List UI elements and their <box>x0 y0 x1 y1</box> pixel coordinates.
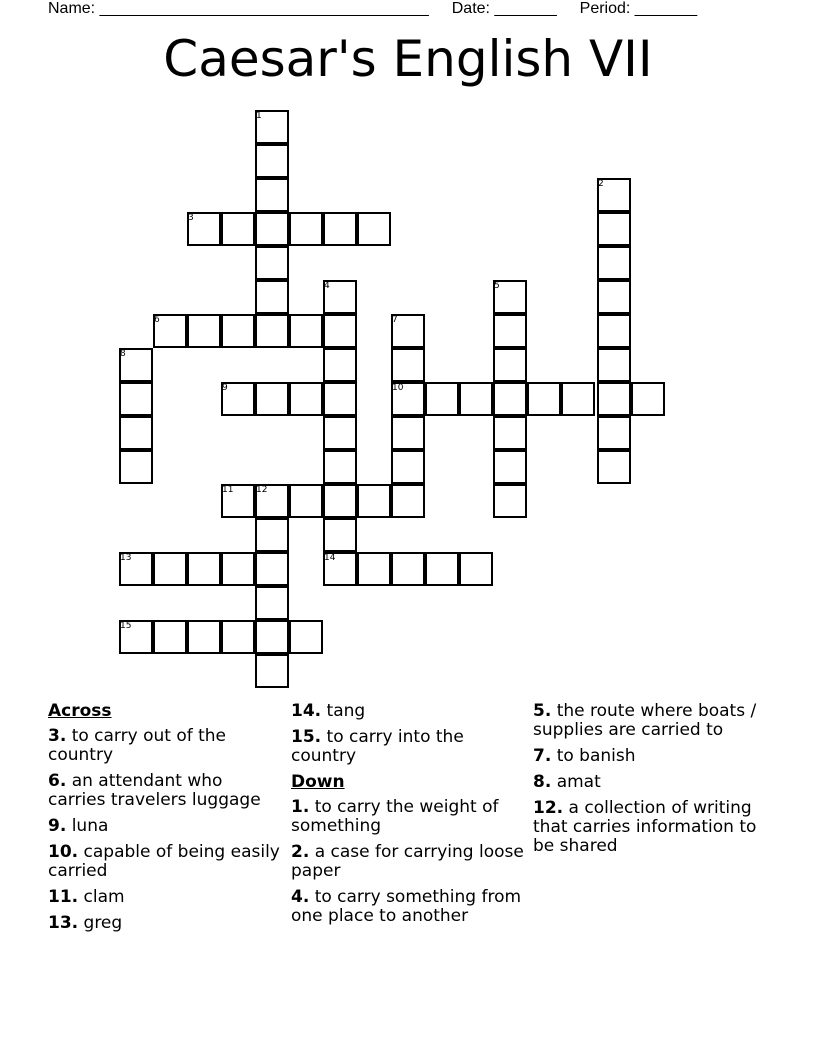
grid-cell[interactable] <box>255 280 289 314</box>
grid-cell[interactable] <box>119 450 153 484</box>
cell-number: 7 <box>392 315 398 325</box>
grid-cell[interactable] <box>391 450 425 484</box>
clue-text: tang <box>321 701 366 721</box>
clue-item <box>533 773 773 792</box>
grid-cell[interactable] <box>187 620 221 654</box>
cell-number: 10 <box>392 383 404 393</box>
grid-cell[interactable] <box>221 212 255 246</box>
grid-cell[interactable] <box>597 450 631 484</box>
clues-column-2 <box>291 702 527 933</box>
grid-cell[interactable] <box>255 314 289 348</box>
name-line[interactable]: _____________________________________ <box>99 0 429 17</box>
name-label: Name: <box>48 0 96 17</box>
grid-cell[interactable] <box>323 348 357 382</box>
clue-text: amat <box>551 772 601 792</box>
grid-cell[interactable] <box>323 212 357 246</box>
clue-item <box>533 702 773 740</box>
cell-number: 1 <box>256 111 262 121</box>
clues-column-3 <box>533 702 773 863</box>
clue-text: clam <box>78 887 125 907</box>
grid-cell[interactable] <box>459 382 493 416</box>
page-title: Caesar's English VII <box>163 30 653 88</box>
grid-cell[interactable] <box>493 348 527 382</box>
grid-cell[interactable] <box>357 212 391 246</box>
clue-item <box>533 747 773 766</box>
grid-cell[interactable] <box>597 348 631 382</box>
clue-text: greg <box>78 913 123 933</box>
clue-text: to carry out of the country <box>48 726 227 765</box>
grid-cell[interactable] <box>391 416 425 450</box>
clue-number: 7. <box>533 746 552 766</box>
clue-item <box>48 888 284 907</box>
grid-cell[interactable] <box>391 484 425 518</box>
clue-text: to carry into the country <box>291 727 464 766</box>
grid-cell[interactable] <box>323 382 357 416</box>
period-line[interactable]: _______ <box>634 0 698 17</box>
grid-cell[interactable] <box>493 484 527 518</box>
clue-number: 4. <box>291 887 310 907</box>
date-line[interactable]: _______ <box>494 0 557 17</box>
cell-number: 13 <box>120 553 132 563</box>
clues-column-1 <box>48 702 284 940</box>
clue-number: 13. <box>48 913 79 933</box>
cell-number: 14 <box>324 553 336 563</box>
cell-number: 4 <box>324 281 330 291</box>
clue-text: a case for carrying loose paper <box>291 842 524 881</box>
grid-cell[interactable] <box>493 416 527 450</box>
clue-item <box>291 843 527 881</box>
cell-number: 8 <box>120 349 126 359</box>
grid-cell[interactable] <box>323 518 357 552</box>
grid-cell[interactable] <box>187 552 221 586</box>
period-label: Period: <box>579 0 631 17</box>
grid-cell[interactable] <box>561 382 595 416</box>
cell-number: 3 <box>188 213 194 223</box>
clue-text: the route where boats / supplies are carried to <box>533 701 757 740</box>
clue-text: to banish <box>551 746 636 766</box>
header-fields <box>48 0 697 18</box>
clue-item <box>291 888 527 926</box>
cell-number: 11 <box>222 485 234 495</box>
grid-cell[interactable] <box>255 552 289 586</box>
grid-cell[interactable] <box>493 382 527 416</box>
clue-number: 12. <box>533 798 564 818</box>
clue-number: 10. <box>48 842 79 862</box>
clue-number: 5. <box>533 701 552 721</box>
grid-cell[interactable] <box>391 552 425 586</box>
grid-cell[interactable] <box>323 484 357 518</box>
cell-number: 12 <box>256 485 268 495</box>
clue-text: to carry something from one place to another <box>291 887 522 926</box>
grid-cell[interactable] <box>597 314 631 348</box>
clue-text: an attendant who carries travelers luggage <box>48 771 261 810</box>
grid-cell[interactable] <box>255 246 289 280</box>
clue-item <box>533 799 773 856</box>
grid-cell[interactable] <box>255 518 289 552</box>
clue-item <box>48 817 284 836</box>
grid-cell[interactable] <box>221 314 255 348</box>
grid-cell[interactable] <box>323 450 357 484</box>
grid-cell[interactable] <box>255 382 289 416</box>
cell-number: 5 <box>494 281 500 291</box>
clue-text: luna <box>66 816 109 836</box>
clue-number: 3. <box>48 726 67 746</box>
grid-cell[interactable] <box>119 416 153 450</box>
grid-cell[interactable] <box>391 348 425 382</box>
grid-cell[interactable] <box>221 552 255 586</box>
grid-cell[interactable] <box>425 382 459 416</box>
clue-item <box>291 728 527 766</box>
grid-cell[interactable] <box>323 314 357 348</box>
clue-item <box>48 914 284 933</box>
grid-cell[interactable] <box>597 280 631 314</box>
cell-number: 9 <box>222 383 228 393</box>
clue-number: 14. <box>291 701 322 721</box>
date-label: Date: <box>451 0 490 17</box>
grid-cell[interactable] <box>289 314 323 348</box>
grid-cell[interactable] <box>255 144 289 178</box>
clue-text: capable of being easily carried <box>48 842 280 881</box>
grid-cell[interactable] <box>323 416 357 450</box>
grid-cell[interactable] <box>289 620 323 654</box>
clue-text: a collection of writing that carries information to be shared <box>533 798 757 856</box>
cell-number: 15 <box>120 621 132 631</box>
grid-cell[interactable] <box>597 416 631 450</box>
grid-cell[interactable] <box>597 212 631 246</box>
across-heading: Across <box>48 701 112 721</box>
grid-cell[interactable] <box>597 382 631 416</box>
grid-cell[interactable] <box>153 552 187 586</box>
clue-number: 2. <box>291 842 310 862</box>
down-heading: Down <box>291 772 345 792</box>
clue-number: 11. <box>48 887 79 907</box>
grid-cell[interactable] <box>221 620 255 654</box>
grid-cell[interactable] <box>187 314 221 348</box>
grid-cell[interactable] <box>153 620 187 654</box>
grid-cell[interactable] <box>289 212 323 246</box>
grid-cell[interactable] <box>119 382 153 416</box>
grid-cell[interactable] <box>255 178 289 212</box>
grid-cell[interactable] <box>289 382 323 416</box>
clue-item <box>48 727 284 765</box>
clue-number: 8. <box>533 772 552 792</box>
clue-number: 9. <box>48 816 67 836</box>
clue-number: 15. <box>291 727 322 747</box>
cell-number: 2 <box>598 179 604 189</box>
clue-number: 1. <box>291 797 310 817</box>
grid-cell[interactable] <box>597 246 631 280</box>
grid-cell[interactable] <box>255 212 289 246</box>
clue-number: 6. <box>48 771 67 791</box>
grid-cell[interactable] <box>425 552 459 586</box>
grid-cell[interactable] <box>459 552 493 586</box>
clue-item <box>48 772 284 810</box>
grid-cell[interactable] <box>631 382 665 416</box>
grid-cell[interactable] <box>527 382 561 416</box>
grid-cell[interactable] <box>493 450 527 484</box>
grid-cell[interactable] <box>255 654 289 688</box>
clue-text: to carry the weight of something <box>291 797 499 836</box>
grid-cell[interactable] <box>357 484 391 518</box>
clue-item <box>291 702 527 721</box>
grid-cell[interactable] <box>493 314 527 348</box>
grid-cell[interactable] <box>255 620 289 654</box>
clue-item <box>291 798 527 836</box>
clue-item <box>48 843 284 881</box>
grid-cell[interactable] <box>357 552 391 586</box>
cell-number: 6 <box>154 315 160 325</box>
grid-cell[interactable] <box>289 484 323 518</box>
grid-cell[interactable] <box>255 586 289 620</box>
